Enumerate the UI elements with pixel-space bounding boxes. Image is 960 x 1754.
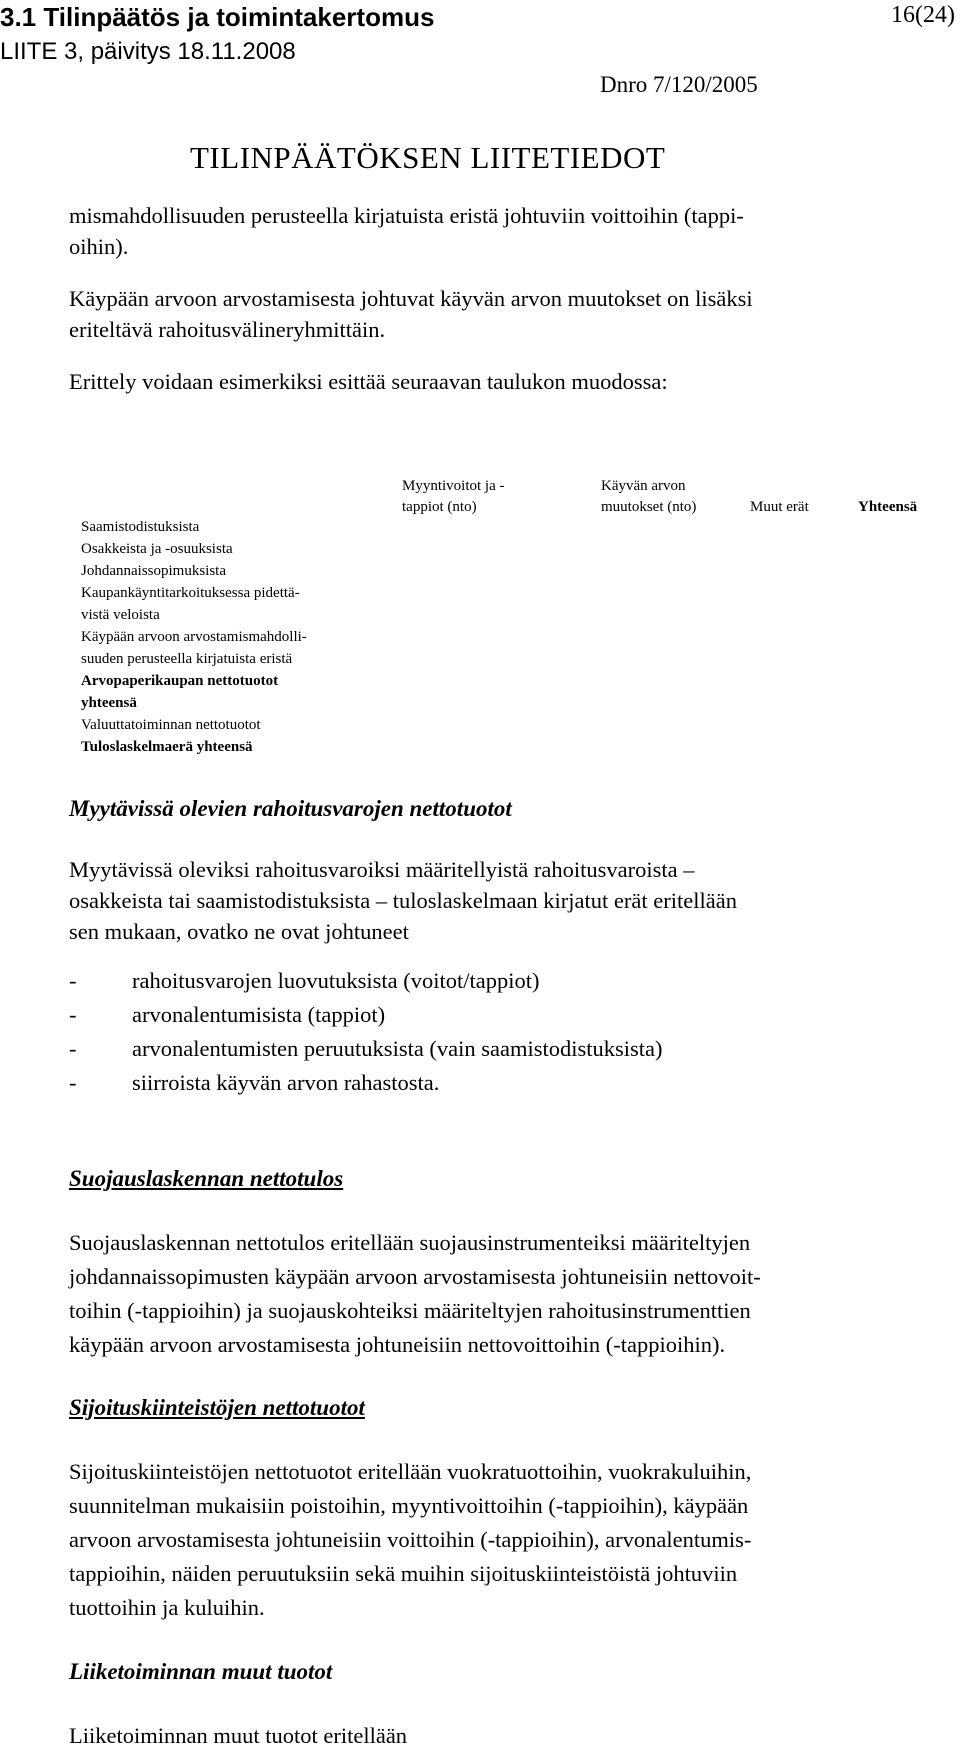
list-item: siirroista käyvän arvon rahastosta. (132, 1070, 440, 1095)
paragraph-line: osakkeista tai saamistodistuksista – tuloslaskelmaan kirjatut erät eritellään (69, 888, 737, 913)
paragraph-line: Liiketoiminnan muut tuotot eritellään (69, 1723, 408, 1748)
paragraph-line: johdannaissopimusten käypään arvoon arvostamisesta johtuneisiin nettovoit- (69, 1264, 761, 1289)
paragraph-line: arvoon arvostamisesta johtuneisiin voittoihin (-tappioihin), arvonalentumis- (69, 1527, 752, 1552)
appendix-label: LIITE 3, päivitys 18.11.2008 (0, 38, 296, 65)
paragraph-line: sen mukaan, ovatko ne ovat johtuneet (69, 919, 409, 944)
section-title: 3.1 Tilinpäätös ja toimintakertomus (0, 2, 435, 32)
table-row-label: Saamistodistuksista (81, 519, 200, 535)
list-bullet: - (69, 1002, 77, 1027)
table-row-label: Tuloslaskelmaerä yhteensä (81, 739, 253, 755)
paragraph-line: Sijoituskiinteistöjen nettotuotot eritellään vuokratuottoihin, vuokrakuluihin, (69, 1459, 752, 1484)
list-item: arvonalentumisten peruutuksista (vain saamistodistuksista) (132, 1036, 663, 1061)
list-item: rahoitusvarojen luovutuksista (voitot/tappiot) (132, 968, 540, 993)
table-row-label: Arvopaperikaupan nettotuotot (81, 673, 279, 689)
intro-line: Käypään arvoon arvostamisesta johtuvat käyvän arvon muutokset on lisäksi (69, 286, 753, 311)
intro-line: mismahdollisuuden perusteella kirjatuista eristä johtuviin voittoihin (tappi- (69, 203, 744, 228)
table-col-header: Muut erät (750, 499, 809, 515)
page-number: 16(24) (891, 2, 955, 28)
list-item: arvonalentumisista (tappiot) (132, 1002, 386, 1027)
table-row-label: vistä veloista (81, 607, 160, 623)
table-row-label: Käypään arvoon arvostamismahdolli- (81, 629, 307, 645)
table-col-header: Yhteensä (858, 499, 918, 515)
list-bullet: - (69, 968, 77, 993)
intro-line: eriteltävä rahoitusvälineryhmittäin. (69, 317, 386, 342)
table-row-label: Kaupankäyntitarkoituksessa pidettä- (81, 585, 300, 601)
intro-line: oihin). (69, 234, 129, 259)
table-col-header: Käyvän arvon (601, 478, 686, 494)
table-col-header: tappiot (nto) (402, 499, 477, 515)
paragraph-line: käypään arvoon arvostamisesta johtuneisiin nettovoittoihin (-tappioihin). (69, 1332, 726, 1357)
table-row-label: Johdannaissopimuksista (81, 563, 226, 579)
table-col-header: muutokset (nto) (601, 499, 697, 515)
document-number: Dnro 7/120/2005 (600, 72, 758, 97)
list-bullet: - (69, 1070, 77, 1095)
intro-line: Erittely voidaan esimerkiksi esittää seuraavan taulukon muodossa: (69, 369, 668, 394)
table-row-label: yhteensä (81, 695, 137, 711)
paragraph-line: toihin (-tappioihin) ja suojauskohteiksi määriteltyjen rahoitusinstrumenttien (69, 1298, 751, 1323)
section-heading: Sijoituskiinteistöjen nettotuotot (69, 1395, 365, 1420)
table-row-label: suuden perusteella kirjatuista eristä (81, 651, 293, 667)
list-bullet: - (69, 1036, 77, 1061)
table-row-label: Valuuttatoiminnan nettotuotot (81, 717, 261, 733)
paragraph-line: Myytävissä oleviksi rahoitusvaroiksi määritellyistä rahoitusvaroista – (69, 857, 695, 882)
section-heading: Myytävissä olevien rahoitusvarojen nettotuotot (69, 796, 512, 821)
paragraph-line: tuottoihin ja kuluihin. (69, 1595, 265, 1620)
paragraph-line: suunnitelman mukaisiin poistoihin, myyntivoittoihin (-tappioihin), käypään (69, 1493, 749, 1518)
paragraph-line: Suojauslaskennan nettotulos eritellään suojausinstrumenteiksi määriteltyjen (69, 1230, 751, 1255)
document-title: TILINPÄÄTÖKSEN LIITETIEDOT (190, 140, 666, 175)
table-col-header: Myyntivoitot ja - (402, 478, 505, 494)
paragraph-line: tappioihin, näiden peruutuksiin sekä muihin sijoituskiinteistöistä johtuviin (69, 1561, 738, 1586)
section-heading: Liiketoiminnan muut tuotot (69, 1659, 333, 1684)
table-row-label: Osakkeista ja -osuuksista (81, 541, 233, 557)
section-heading: Suojauslaskennan nettotulos (69, 1166, 344, 1191)
